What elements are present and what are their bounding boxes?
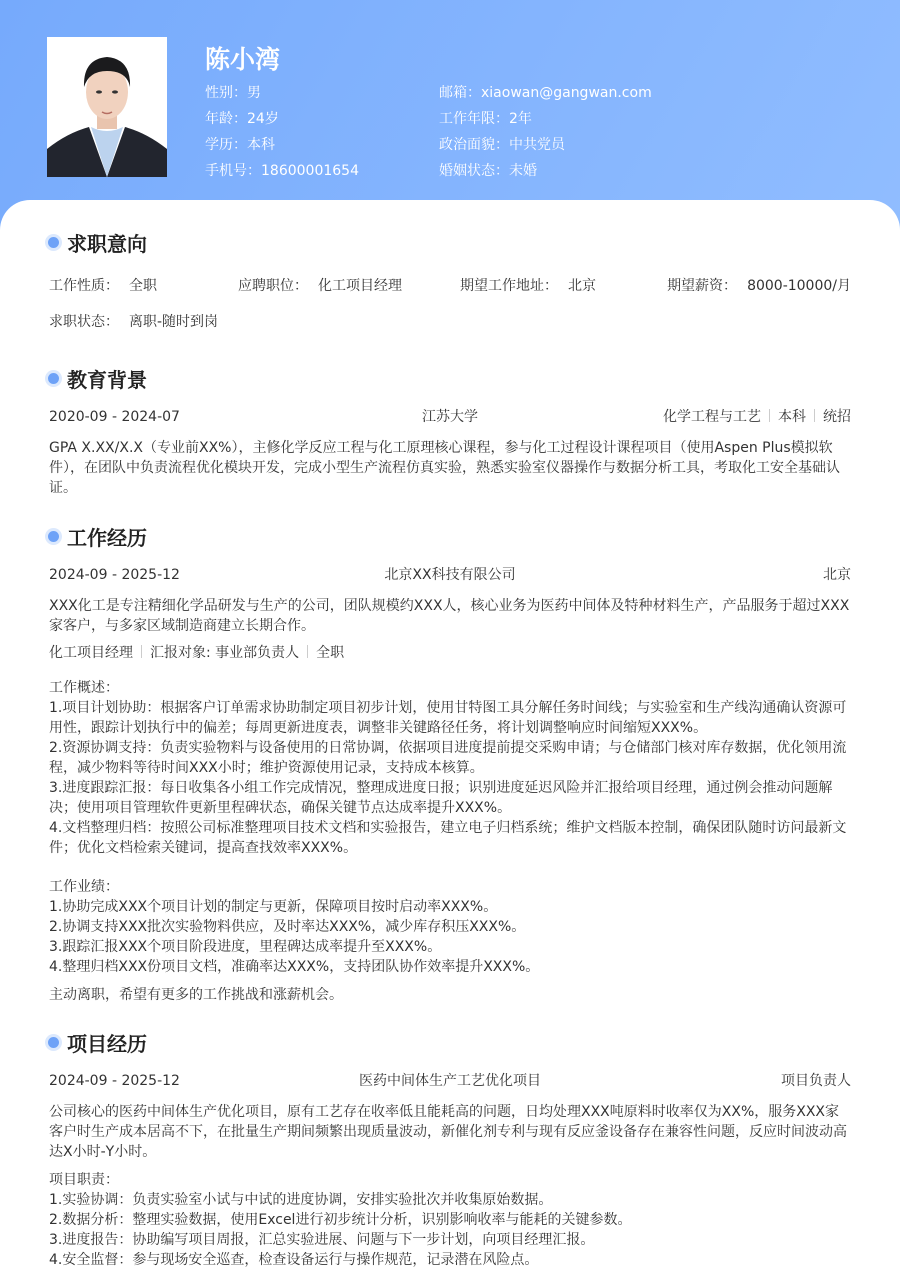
project-description: 公司核心的医药中间体生产优化项目，原有工艺存在收率低且能耗高的问题，日均处理XXX吨原料时收率仅为XX%，服务XXX家客户时生产成本居高不下，在批量生产期间频繁出现质量波动，新催化剂专利与现有反应釜设备存在兼容性问题，反应时间波动高达X小时-Y小时。	[49, 1104, 847, 1160]
info-phone: 手机号：18600001654	[205, 163, 359, 179]
info-political-status: 政治面貌：中共党员	[439, 137, 565, 153]
leave-reason: 主动离职，希望有更多的工作挑战和涨薪机会。	[49, 987, 343, 1003]
candidate-name: 陈小湾	[205, 45, 281, 74]
section-title-education: 教育背景	[48, 364, 147, 393]
info-education: 学历：本科	[205, 137, 275, 153]
basic-info-right	[439, 84, 652, 188]
info-gender: 性别：男	[205, 85, 261, 101]
section-title-work: 工作经历	[48, 522, 147, 551]
info-age: 年龄：24岁	[205, 111, 279, 127]
company-description: XXX化工是专注精细化学品研发与生产的公司，团队规模约XXX人，核心业务为医药中间体及特种材料生产，产品服务于超过XXX家客户，与多家区域制造商建立长期合作。	[49, 598, 850, 634]
intent-location: 期望工作地址： 北京	[460, 278, 596, 294]
education-period: 2020-09 - 2024-07	[49, 409, 180, 425]
bullet-dot-icon	[48, 1037, 59, 1048]
basic-info-left	[205, 84, 359, 188]
education-meta: 化学工程与工艺 本科 统招	[663, 409, 851, 425]
info-email: 邮箱：xiaowan@gangwan.com	[439, 85, 652, 101]
work-period: 2024-09 - 2025-12	[49, 567, 180, 583]
project-role: 项目负责人	[781, 1073, 851, 1089]
project-period: 2024-09 - 2025-12	[49, 1073, 180, 1089]
work-company: 北京XX科技有限公司	[384, 567, 516, 583]
section-title-project: 项目经历	[48, 1028, 147, 1057]
portrait-icon	[47, 37, 167, 177]
resume-body	[0, 200, 900, 1275]
intent-job-type: 工作性质： 全职	[49, 278, 157, 294]
bullet-dot-icon	[48, 373, 59, 384]
work-row	[49, 565, 851, 585]
intent-position: 应聘职位： 化工项目经理	[238, 278, 402, 294]
intent-status: 求职状态： 离职-随时到岗	[49, 314, 219, 330]
bullet-dot-icon	[48, 531, 59, 542]
work-overview: 工作概述： 1.项目计划协助：根据客户订单需求协助制定项目初步计划，使用甘特图工具分解任务时间线；与实验室和生产线沟通确认资源可用性，跟踪计划执行中的偏差；每周更新进度表，调整非关键路径任务，将计划调整响应时间缩短XXX%。 2.资源协调支持：负责实验物料与设备使用的日常协调，依据项目进度提前提交采购申请；与仓储部门核对库存数据，优化领用流程，减少物料等待时间XXX小时；维护资源使用记录，支持成本核算。 3.进度跟踪汇报：每日收集各小组工作完成情况，整理成进度日报；识别进度延迟风险并汇报给项目经理，通过例会推动问题解决；使用项目管理软件更新里程碑状态，确保关键节点达成率提升XXX%。 4.文档整理归档：按照公司标准整理项目技术文档和实验报告，建立电子归档系统；维护文档版本控制，确保团队随时访问最新文件；优化文档检索关键词，提高查找效率XXX%。	[49, 680, 847, 856]
info-work-years: 工作年限：2年	[439, 111, 532, 127]
education-description: GPA X.XX/X.X（专业前XX%），主修化学反应工程与化工原理核心课程，参与化工过程设计课程项目（使用Aspen Plus模拟软件），在团队中负责流程优化模块开发，完成小型生产流程仿真实验，熟悉实验室仪器操作与数据分析工具，考取化工安全基础认证。	[49, 440, 840, 496]
project-name: 医药中间体生产工艺优化项目	[359, 1073, 541, 1089]
work-achievements: 工作业绩： 1.协助完成XXX个项目计划的制定与更新，保障项目按时启动率XXX%。 2.协调支持XXX批次实验物料供应，及时率达XXX%，减少库存积压XXX%。 3.跟踪汇报XXX个项目阶段进度，里程碑达成率提升至XXX%。 4.整理归档XXX份项目文档，准确率达XXX%，支持团队协作效率提升XXX%。	[49, 879, 540, 975]
profile-header	[0, 0, 900, 230]
education-row	[49, 407, 851, 427]
avatar-photo	[47, 37, 167, 177]
work-city: 北京	[823, 567, 851, 583]
work-role-meta: 化工项目经理 汇报对象: 事业部负责人 全职	[49, 645, 345, 661]
section-title-intent: 求职意向	[48, 228, 147, 257]
intent-salary: 期望薪资： 8000-10000/月	[667, 278, 851, 294]
education-school: 江苏大学	[422, 409, 478, 425]
bullet-dot-icon	[48, 237, 59, 248]
project-row	[49, 1071, 851, 1091]
project-duties: 项目职责： 1.实验协调：负责实验室小试与中试的进度协调，安排实验批次并收集原始数据。 2.数据分析：整理实验数据，使用Excel进行初步统计分析，识别影响收率与能耗的关键参数。 3.进度报告：协助编写项目周报，汇总实验进展、问题与下一步计划，向项目经理汇报。 4.安全监督：参与现场安全巡查，检查设备运行与操作规范，记录潜在风险点。	[49, 1172, 632, 1268]
info-marital-status: 婚姻状态：未婚	[439, 163, 537, 179]
